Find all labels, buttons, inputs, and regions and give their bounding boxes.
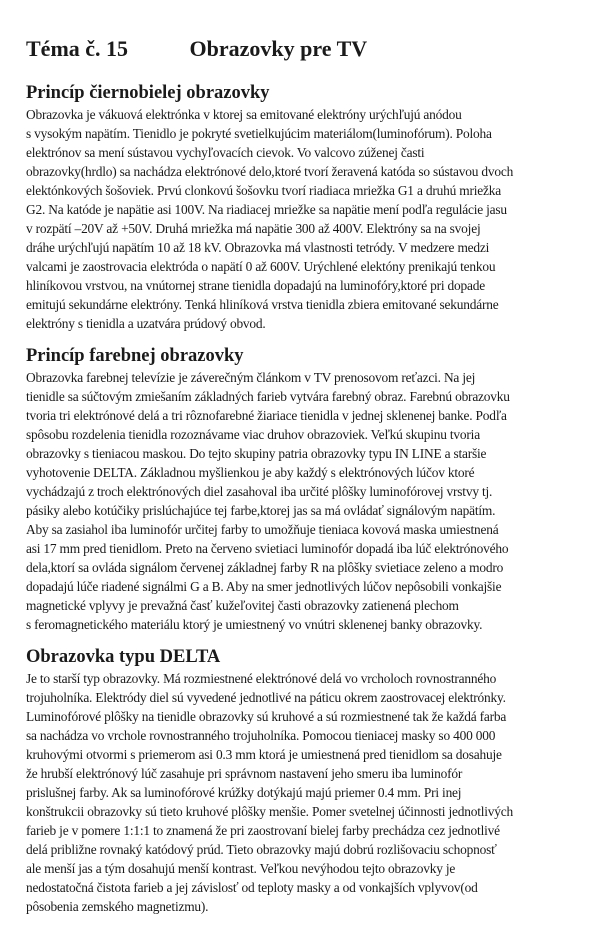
topic-number: Téma č. 15 bbox=[26, 36, 129, 61]
text-line: konštrukcii obrazovky sú tieto kruhové plôšky menšie. Pomer svetelnej účinnosti jednotlivých bbox=[26, 804, 514, 819]
text-line: Luminofórové plôšky na tienidle obrazovky sú kruhové a sú rozmiestnené tak že každá farba bbox=[26, 709, 507, 724]
text-line: sa nachádza vo vrchole rovnostranného trojuholníka. Pomocou tieniacej masky so 400 000 bbox=[26, 728, 496, 743]
text-line: nedostatočná čistota farieb a jej závislosť od teploty masky a od vonkajších vplyvov(od bbox=[26, 880, 478, 895]
text-line: obrazovky s tieniacou maskou. Do tejto skupiny patria obrazovky typu IN LINE a staršie bbox=[26, 446, 487, 461]
section-heading: Obrazovka typu DELTA bbox=[26, 647, 221, 667]
text-line: elektróny s tienidla a uzatvára prúdový obvod. bbox=[26, 316, 266, 331]
text-line: G2. Na katóde je napätie asi 100V. Na riadiacej mriežke sa napätie mení podľa regulácie jasu bbox=[26, 202, 507, 217]
section-heading: Princíp čiernobielej obrazovky bbox=[26, 83, 270, 103]
section-heading: Princíp farebnej obrazovky bbox=[26, 346, 244, 366]
text-line: spôsobu rozdelenia tienidla rozoznávame viac druhov obrazoviek. Veľkú skupinu tvoria bbox=[26, 427, 480, 442]
text-line: vychádzajú z troch elektrónových diel zasahoval iba určité plôšky luminofórovej vrstvy tj. bbox=[26, 484, 493, 499]
text-line: asi 17 mm pred tienidlom. Preto na červeno svietiaci luminofór dopadá iba lúč elektrónového bbox=[26, 541, 509, 556]
text-line: dopadajú lúče riadené signálmi G a B. Aby na smer jednotlivých lúčov nepôsobili vonkajšie bbox=[26, 579, 502, 594]
text-line: tienidle sa súčtovým zmiešaním základných farieb vytvára farebný obraz. Farebnú obrazovku bbox=[26, 389, 510, 404]
text-line: elektónkových šošoviek. Prvú clonkovú šošovku tvorí riadiaca mriežka G1 a druhú mriežka bbox=[26, 183, 501, 198]
section-bw-crt bbox=[26, 82, 601, 333]
text-line: farieb je v pomere 1:1:1 to znamená že pri zaostrovaní bielej farby prechádza cez jednotlivé bbox=[26, 823, 500, 838]
text-line: s vysokým napätím. Tienidlo je pokryté svetielkujúcim materiálom(luminofórum). Poloha bbox=[26, 126, 492, 141]
text-line: ale menší jas a tým dosahujú menší kontrast. Veľkou nevýhodou tejto obrazovky je bbox=[26, 861, 456, 876]
section-body bbox=[26, 368, 601, 634]
text-line: Aby sa zasiahol iba luminofór určitej farby to umožňuje tieniaca kovová maska umiestnená bbox=[26, 522, 499, 537]
text-line: vyhotovenie DELTA. Základnou myšlienkou je aby každý s elektrónových lúčov ktoré bbox=[26, 465, 475, 480]
text-line: pásiky alebo kotúčiky prislúchajúce tej farbe,ktorej jas sa má ovládať signálovým napätím. bbox=[26, 503, 496, 518]
text-line: obrazovky(hrdlo) sa nachádza elektrónové delo,ktoré tvorí žeravená katóda so sústavou dvoch bbox=[26, 164, 514, 179]
section-delta-crt bbox=[26, 646, 601, 916]
text-line: dráhe urýchľujú napätím 10 až 18 kV. Obrazovka má vlastnosti tetródy. V medzere medzi bbox=[26, 240, 490, 255]
text-line: hliníkovou vrstvou, na vnútornej strane tienidla dopadajú na luminofóry,ktoré pri dopade bbox=[26, 278, 486, 293]
text-line: dela,ktorí sa ovláda signálom červenej základnej farby R na plôšky svietiace zeleno a modro bbox=[26, 560, 504, 575]
text-line: Je to starší typ obrazovky. Má rozmiestnené elektrónové delá vo vrcholoch rovnostranného bbox=[26, 671, 497, 686]
text-line: Obrazovka je vákuová elektrónka v ktorej sa emitované elektróny urýchľujú anódou bbox=[26, 107, 462, 122]
text-line: valcami je zaostrovacia elektróda o napätí 0 až 600V. Urýchlené elektóny prenikajú tenkou bbox=[26, 259, 496, 274]
text-line: pôsobenia zemského magnetizmu). bbox=[26, 899, 209, 914]
text-line: kruhovými otvormi s priemerom asi 0.3 mm ktorá je umiestnená pred tienidlom sa dosahuje bbox=[26, 747, 502, 762]
text-line: s feromagnetického materiálu ktorý je umiestnený vo vnútri sklenenej banky obrazovky. bbox=[26, 617, 483, 632]
page-title bbox=[26, 36, 605, 62]
section-body bbox=[26, 669, 601, 916]
text-line: prislušnej farby. Ak sa luminofórové krúžky dotýkajú majú priemer 0.4 mm. Pri inej bbox=[26, 785, 462, 800]
section-color-crt bbox=[26, 345, 601, 634]
text-line: elektrónov sa mení sústavou vychyľovacích cievok. Vo valcovo zúženej časti bbox=[26, 145, 425, 160]
topic-title: Obrazovky pre TV bbox=[189, 36, 368, 61]
text-line: delá približne rovnaký katódový prúd. Tieto obrazovky majú dobrú rozlišovaciu schopnosť bbox=[26, 842, 497, 857]
section-body bbox=[26, 105, 601, 333]
text-line: tvoria tri elektrónové delá a tri rôznofarebné žiariace tienidla v jednej sklenenej banke. Podľa bbox=[26, 408, 507, 423]
text-line: trojuholníka. Elektródy diel sú vyvedené jednotlivé na páticu okrem zaostrovacej elektrónky. bbox=[26, 690, 506, 705]
text-line: magnetické vplyvy je prevažná časť kužeľovitej časti obrazovky zatienená plechom bbox=[26, 598, 459, 613]
text-line: Obrazovka farebnej televízie je záverečným článkom v TV prenosovom reťazci. Na jej bbox=[26, 370, 476, 385]
text-line: emitujú sekundárne elektróny. Tenká hliníková vrstva tienidla zbiera emitované sekundárne bbox=[26, 297, 499, 312]
text-line: v rozpätí –20V až +50V. Druhá mriežka má napätie 300 až 400V. Elektróny sa na svojej bbox=[26, 221, 481, 236]
text-line: že hrubší elektrónový lúč zasahuje pri správnom nastavení jeho smeru iba luminofór bbox=[26, 766, 463, 781]
